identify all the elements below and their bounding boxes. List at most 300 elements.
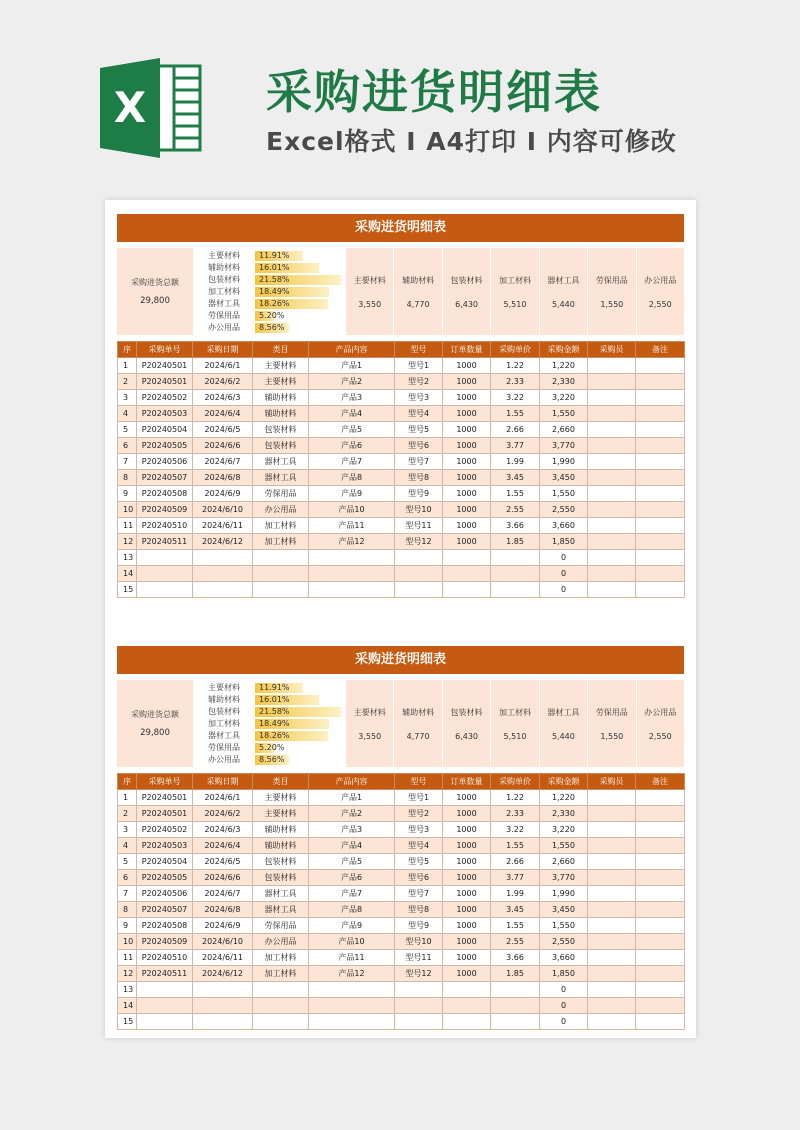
table-cell: 7 <box>118 454 137 470</box>
category-value: 5,440 <box>551 731 575 741</box>
table-row <box>118 566 685 582</box>
table-cell: 加工材料 <box>253 966 309 982</box>
table-cell: 1,220 <box>540 358 588 374</box>
table-cell: 11 <box>118 950 137 966</box>
table-cell <box>588 790 636 806</box>
table-cell: 辅助材料 <box>253 390 309 406</box>
category-total-cell <box>345 680 393 767</box>
table-cell: P20240504 <box>137 422 193 438</box>
table-cell <box>137 982 193 998</box>
table-cell: 14 <box>118 998 137 1014</box>
table-cell <box>193 998 253 1014</box>
table-cell: 产品4 <box>309 838 395 854</box>
category-total-cell <box>490 248 538 335</box>
table-cell <box>588 1014 636 1030</box>
table-cell: 2024/6/12 <box>193 966 253 982</box>
category-total-cell <box>539 680 587 767</box>
percentage-row <box>193 730 345 742</box>
table-cell: 1,850 <box>540 534 588 550</box>
page-title: 采购进货明细表 <box>266 65 602 119</box>
table-cell <box>636 486 685 502</box>
table-cell <box>309 582 395 598</box>
table-cell <box>636 550 685 566</box>
table-cell: P20240503 <box>137 406 193 422</box>
percentage-value: 5.20% <box>259 743 285 752</box>
table-cell: 1000 <box>443 966 491 982</box>
table-cell <box>491 550 540 566</box>
excel-logo-icon <box>100 58 202 158</box>
table-row <box>118 838 685 854</box>
table-cell: 2024/6/7 <box>193 454 253 470</box>
percentage-value: 18.26% <box>259 731 290 740</box>
table-cell: 2.33 <box>491 374 540 390</box>
table-cell <box>588 902 636 918</box>
table-cell <box>588 838 636 854</box>
table-cell: 1000 <box>443 470 491 486</box>
percentage-category: 包装材料 <box>208 707 240 716</box>
table-cell <box>588 950 636 966</box>
table-cell <box>253 1014 309 1030</box>
table-cell: 1000 <box>443 822 491 838</box>
purchase-sheet-1 <box>117 214 684 598</box>
summary-block <box>117 680 684 767</box>
table-cell: 3.45 <box>491 902 540 918</box>
table-row <box>118 582 685 598</box>
table-cell: 2,330 <box>540 374 588 390</box>
table-cell: 3,660 <box>540 950 588 966</box>
table-cell: 1000 <box>443 934 491 950</box>
table-cell: 1000 <box>443 374 491 390</box>
table-cell: 型号8 <box>395 902 443 918</box>
column-header: 产品内容 <box>309 342 395 358</box>
table-cell <box>588 502 636 518</box>
category-total-cell <box>587 248 635 335</box>
table-row <box>118 470 685 486</box>
table-cell: 2 <box>118 806 137 822</box>
category-name: 办公用品 <box>644 707 677 717</box>
table-cell <box>443 582 491 598</box>
table-cell: 包装材料 <box>253 854 309 870</box>
category-total-cell <box>490 680 538 767</box>
table-cell: P20240511 <box>137 966 193 982</box>
table-cell: 2024/6/1 <box>193 358 253 374</box>
column-header: 序 <box>118 774 137 790</box>
table-cell: 2024/6/9 <box>193 486 253 502</box>
table-cell: 1 <box>118 358 137 374</box>
table-cell: 1000 <box>443 406 491 422</box>
table-cell: 15 <box>118 1014 137 1030</box>
table-cell: 包装材料 <box>253 870 309 886</box>
table-row <box>118 918 685 934</box>
category-name: 加工材料 <box>498 707 531 717</box>
category-value: 2,550 <box>648 299 672 309</box>
table-cell: 4 <box>118 838 137 854</box>
table-cell <box>443 982 491 998</box>
table-cell: 型号5 <box>395 854 443 870</box>
table-cell: 2024/6/6 <box>193 438 253 454</box>
table-cell <box>193 582 253 598</box>
table-cell: P20240511 <box>137 534 193 550</box>
percentage-row <box>193 718 345 730</box>
table-cell: 2024/6/11 <box>193 518 253 534</box>
table-row <box>118 982 685 998</box>
table-cell <box>636 966 685 982</box>
percentage-row <box>193 262 345 274</box>
table-cell: 1000 <box>443 854 491 870</box>
table-row <box>118 998 685 1014</box>
category-name: 劳保用品 <box>595 275 628 285</box>
table-cell: 1,850 <box>540 966 588 982</box>
percentage-value: 11.91% <box>259 683 290 692</box>
table-cell: 11 <box>118 518 137 534</box>
percentage-category: 劳保用品 <box>208 311 240 320</box>
table-cell: 1.22 <box>491 358 540 374</box>
table-cell <box>588 486 636 502</box>
table-row <box>118 486 685 502</box>
table-cell <box>636 358 685 374</box>
table-cell: 器材工具 <box>253 886 309 902</box>
table-cell: P20240505 <box>137 870 193 886</box>
table-cell: 2.66 <box>491 422 540 438</box>
percentage-row <box>193 694 345 706</box>
table-cell <box>253 982 309 998</box>
table-cell: 14 <box>118 566 137 582</box>
table-cell <box>193 566 253 582</box>
table-cell: 1.85 <box>491 534 540 550</box>
table-cell: P20240501 <box>137 358 193 374</box>
percentage-value: 8.56% <box>259 323 285 332</box>
table-cell: 2024/6/8 <box>193 470 253 486</box>
column-header: 订单数量 <box>443 342 491 358</box>
percentage-row <box>193 742 345 754</box>
table-cell: 2024/6/4 <box>193 838 253 854</box>
table-cell <box>636 502 685 518</box>
column-header: 型号 <box>395 342 443 358</box>
table-row <box>118 870 685 886</box>
table-cell: 1000 <box>443 790 491 806</box>
table-cell <box>588 918 636 934</box>
table-cell <box>636 422 685 438</box>
table-cell: 1000 <box>443 886 491 902</box>
category-value: 2,550 <box>648 731 672 741</box>
table-cell: 2024/6/6 <box>193 870 253 886</box>
summary-block <box>117 248 684 335</box>
category-name: 办公用品 <box>644 275 677 285</box>
column-header: 订单数量 <box>443 774 491 790</box>
column-header: 采购员 <box>588 774 636 790</box>
table-cell: 产品10 <box>309 934 395 950</box>
table-cell <box>137 998 193 1014</box>
table-cell <box>137 550 193 566</box>
table-cell: 产品2 <box>309 806 395 822</box>
table-cell: 1000 <box>443 518 491 534</box>
table-cell <box>253 550 309 566</box>
table-cell: 型号6 <box>395 870 443 886</box>
category-total-cell <box>442 680 490 767</box>
category-value: 4,770 <box>406 731 430 741</box>
table-cell: 型号9 <box>395 486 443 502</box>
table-row <box>118 454 685 470</box>
table-cell: 产品6 <box>309 870 395 886</box>
table-cell: 产品11 <box>309 518 395 534</box>
percentage-category: 辅助材料 <box>208 263 240 272</box>
table-cell: 2024/6/2 <box>193 806 253 822</box>
percentage-category: 辅助材料 <box>208 695 240 704</box>
table-cell <box>636 838 685 854</box>
percentage-row <box>193 310 345 322</box>
column-header: 采购金额 <box>540 774 588 790</box>
column-header: 采购日期 <box>193 342 253 358</box>
percentage-value: 16.01% <box>259 263 290 272</box>
percentage-category: 加工材料 <box>208 287 240 296</box>
category-name: 器材工具 <box>547 275 580 285</box>
table-cell: 2024/6/2 <box>193 374 253 390</box>
table-cell: P20240507 <box>137 470 193 486</box>
table-cell <box>395 1014 443 1030</box>
table-cell: 1.55 <box>491 838 540 854</box>
table-cell <box>636 390 685 406</box>
percentage-category: 主要材料 <box>208 251 240 260</box>
percentage-value: 18.26% <box>259 299 290 308</box>
table-cell <box>309 998 395 1014</box>
table-cell: 3,220 <box>540 822 588 838</box>
percentage-value: 11.91% <box>259 251 290 260</box>
table-cell <box>636 790 685 806</box>
table-cell: 3,770 <box>540 870 588 886</box>
table-cell: 2024/6/1 <box>193 790 253 806</box>
table-cell: 产品3 <box>309 390 395 406</box>
table-cell: 12 <box>118 534 137 550</box>
table-cell: 产品4 <box>309 406 395 422</box>
category-name: 辅助材料 <box>402 707 435 717</box>
table-cell: 4 <box>118 406 137 422</box>
table-cell: 型号7 <box>395 886 443 902</box>
table-cell: 产品9 <box>309 486 395 502</box>
table-cell <box>636 870 685 886</box>
table-cell: 3,450 <box>540 470 588 486</box>
table-row <box>118 358 685 374</box>
percentage-row <box>193 250 345 262</box>
table-cell: 产品1 <box>309 358 395 374</box>
category-name: 主要材料 <box>353 275 386 285</box>
table-cell <box>309 1014 395 1030</box>
column-header: 类目 <box>253 342 309 358</box>
table-cell: P20240502 <box>137 822 193 838</box>
table-cell: 1000 <box>443 454 491 470</box>
table-cell <box>636 518 685 534</box>
table-cell: 9 <box>118 918 137 934</box>
table-cell: 0 <box>540 998 588 1014</box>
total-value: 29,800 <box>140 296 170 306</box>
table-cell <box>309 566 395 582</box>
table-cell: 1.99 <box>491 886 540 902</box>
table-cell: 1,550 <box>540 406 588 422</box>
table-cell: 2024/6/3 <box>193 390 253 406</box>
table-cell: 10 <box>118 934 137 950</box>
table-row <box>118 534 685 550</box>
table-row <box>118 934 685 950</box>
percentage-value: 16.01% <box>259 695 290 704</box>
table-cell: 1.55 <box>491 918 540 934</box>
table-cell: P20240504 <box>137 854 193 870</box>
table-cell: 3,450 <box>540 902 588 918</box>
table-cell: P20240507 <box>137 902 193 918</box>
table-cell: 2,550 <box>540 502 588 518</box>
table-header-row <box>118 774 685 790</box>
category-value: 5,510 <box>503 731 527 741</box>
table-cell: 产品12 <box>309 534 395 550</box>
table-cell <box>309 550 395 566</box>
category-value: 5,510 <box>503 299 527 309</box>
percentage-category: 办公用品 <box>208 323 240 332</box>
table-cell: 包装材料 <box>253 422 309 438</box>
category-value: 4,770 <box>406 299 430 309</box>
table-cell: 1,220 <box>540 790 588 806</box>
category-totals <box>345 248 684 335</box>
category-value: 3,550 <box>358 299 382 309</box>
table-cell: 主要材料 <box>253 806 309 822</box>
table-cell: P20240501 <box>137 806 193 822</box>
table-cell: 9 <box>118 486 137 502</box>
table-cell <box>636 374 685 390</box>
table-cell <box>491 982 540 998</box>
table-cell: 3.66 <box>491 518 540 534</box>
table-cell: 2,550 <box>540 934 588 950</box>
table-cell: 主要材料 <box>253 374 309 390</box>
table-cell: P20240502 <box>137 390 193 406</box>
purchase-sheet-2 <box>117 646 684 1030</box>
table-row <box>118 854 685 870</box>
table-cell <box>443 550 491 566</box>
table-cell: 3.22 <box>491 390 540 406</box>
category-total-cell <box>442 248 490 335</box>
table-cell: 8 <box>118 902 137 918</box>
table-cell <box>491 582 540 598</box>
percentage-category: 器材工具 <box>208 731 240 740</box>
table-cell: 加工材料 <box>253 518 309 534</box>
table-cell: P20240505 <box>137 438 193 454</box>
category-value: 1,550 <box>600 299 624 309</box>
table-cell <box>137 582 193 598</box>
category-name: 主要材料 <box>353 707 386 717</box>
table-cell <box>588 982 636 998</box>
table-cell: 产品5 <box>309 854 395 870</box>
table-cell: 产品8 <box>309 470 395 486</box>
table-cell <box>588 854 636 870</box>
category-value: 6,430 <box>455 299 478 309</box>
table-cell <box>636 902 685 918</box>
table-cell: 1000 <box>443 502 491 518</box>
table-cell: 型号12 <box>395 966 443 982</box>
table-cell: 加工材料 <box>253 950 309 966</box>
table-cell <box>636 470 685 486</box>
table-cell: 1,550 <box>540 486 588 502</box>
table-cell <box>588 966 636 982</box>
table-cell <box>636 822 685 838</box>
category-value: 6,430 <box>455 731 478 741</box>
table-cell <box>636 454 685 470</box>
table-cell: 型号8 <box>395 470 443 486</box>
table-cell <box>588 374 636 390</box>
table-cell: 12 <box>118 966 137 982</box>
table-cell: 1.22 <box>491 790 540 806</box>
table-cell: 2024/6/7 <box>193 886 253 902</box>
table-cell: 1000 <box>443 422 491 438</box>
percentage-list <box>193 680 345 767</box>
table-cell: 10 <box>118 502 137 518</box>
table-cell: 3.66 <box>491 950 540 966</box>
category-total-cell <box>539 248 587 335</box>
table-cell: 3 <box>118 822 137 838</box>
page-header <box>0 0 800 190</box>
column-header: 序 <box>118 342 137 358</box>
table-cell <box>395 998 443 1014</box>
table-row <box>118 390 685 406</box>
table-cell: 1.85 <box>491 966 540 982</box>
percentage-category: 办公用品 <box>208 755 240 764</box>
column-header: 采购员 <box>588 342 636 358</box>
table-cell: 1,550 <box>540 918 588 934</box>
table-cell <box>636 982 685 998</box>
total-label: 采购进货总额 <box>131 278 179 287</box>
percentage-value: 8.56% <box>259 755 285 764</box>
table-header-row <box>118 342 685 358</box>
table-cell <box>588 934 636 950</box>
percentage-row <box>193 298 345 310</box>
table-row <box>118 550 685 566</box>
category-totals <box>345 680 684 767</box>
table-cell: 0 <box>540 566 588 582</box>
category-total-cell <box>636 248 684 335</box>
percentage-category: 包装材料 <box>208 275 240 284</box>
table-cell <box>588 438 636 454</box>
table-cell: 13 <box>118 550 137 566</box>
table-row <box>118 806 685 822</box>
table-cell: 1000 <box>443 358 491 374</box>
table-cell: 2 <box>118 374 137 390</box>
table-cell: 辅助材料 <box>253 838 309 854</box>
table-cell: 型号11 <box>395 950 443 966</box>
table-cell: 产品8 <box>309 902 395 918</box>
table-cell: 1000 <box>443 438 491 454</box>
table-cell: 3,660 <box>540 518 588 534</box>
table-cell <box>588 406 636 422</box>
table-cell: 型号10 <box>395 502 443 518</box>
percentage-list <box>193 248 345 335</box>
table-cell <box>395 982 443 998</box>
table-cell: P20240501 <box>137 374 193 390</box>
table-cell: 6 <box>118 438 137 454</box>
table-cell <box>588 518 636 534</box>
table-cell: 型号4 <box>395 838 443 854</box>
table-row <box>118 790 685 806</box>
table-cell: 加工材料 <box>253 534 309 550</box>
table-cell: 3.22 <box>491 822 540 838</box>
table-row <box>118 438 685 454</box>
table-cell: P20240508 <box>137 486 193 502</box>
table-cell: 1000 <box>443 534 491 550</box>
table-cell: 劳保用品 <box>253 486 309 502</box>
sheet-title: 采购进货明细表 <box>117 214 684 242</box>
table-cell: 型号11 <box>395 518 443 534</box>
table-cell <box>395 582 443 598</box>
table-cell: 型号2 <box>395 374 443 390</box>
table-row <box>118 406 685 422</box>
table-cell: 1,550 <box>540 838 588 854</box>
percentage-value: 18.49% <box>259 287 290 296</box>
table-cell: 2024/6/9 <box>193 918 253 934</box>
category-name: 器材工具 <box>547 707 580 717</box>
